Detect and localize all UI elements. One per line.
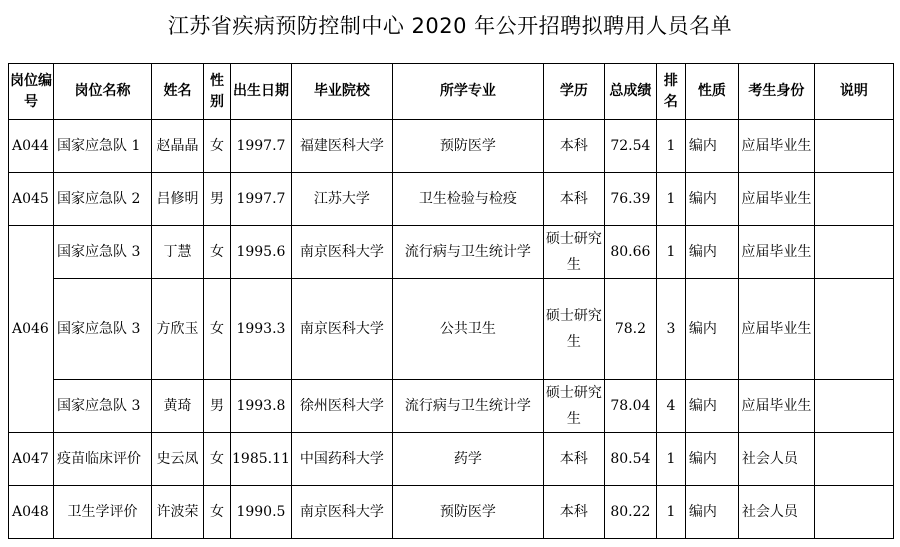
table-row — [9, 433, 894, 486]
cell-note — [814, 120, 893, 173]
cell-code: A044 — [9, 120, 54, 173]
cell-name: 吕修明 — [152, 173, 204, 226]
cell-position: 国家应急队 3 — [54, 279, 152, 380]
cell-identity: 社会人员 — [738, 433, 814, 486]
cell-rank: 1 — [656, 486, 685, 539]
header-school: 毕业院校 — [291, 64, 392, 120]
cell-rank: 4 — [656, 380, 685, 433]
cell-major: 卫生检验与检疫 — [392, 173, 543, 226]
cell-gender: 女 — [204, 486, 231, 539]
header-birth: 出生日期 — [231, 64, 292, 120]
cell-rank: 3 — [656, 279, 685, 380]
cell-school: 南京医科大学 — [291, 226, 392, 279]
cell-nature: 编内 — [685, 433, 738, 486]
cell-name: 许波荣 — [152, 486, 204, 539]
header-row — [9, 64, 894, 120]
cell-score: 76.39 — [604, 173, 656, 226]
header-code: 岗位编号 — [9, 64, 54, 120]
cell-gender: 女 — [204, 433, 231, 486]
cell-birth: 1993.8 — [231, 380, 292, 433]
cell-identity: 应届毕业生 — [738, 380, 814, 433]
header-major: 所学专业 — [392, 64, 543, 120]
cell-birth: 1997.7 — [231, 173, 292, 226]
cell-score: 80.54 — [604, 433, 656, 486]
cell-score: 72.54 — [604, 120, 656, 173]
hiring-table — [8, 63, 894, 539]
cell-school: 南京医科大学 — [291, 279, 392, 380]
cell-identity: 社会人员 — [738, 486, 814, 539]
header-degree: 学历 — [543, 64, 604, 120]
cell-name: 赵晶晶 — [152, 120, 204, 173]
cell-gender: 男 — [204, 173, 231, 226]
cell-school: 徐州医科大学 — [291, 380, 392, 433]
cell-birth: 1995.6 — [231, 226, 292, 279]
cell-rank: 1 — [656, 120, 685, 173]
cell-name: 黄琦 — [152, 380, 204, 433]
cell-score: 80.22 — [604, 486, 656, 539]
cell-major: 公共卫生 — [392, 279, 543, 380]
cell-degree: 硕士研究生 — [543, 226, 604, 279]
cell-degree: 硕士研究生 — [543, 380, 604, 433]
cell-school: 中国药科大学 — [291, 433, 392, 486]
cell-identity: 应届毕业生 — [738, 120, 814, 173]
header-identity: 考生身份 — [738, 64, 814, 120]
cell-degree: 硕士研究生 — [543, 279, 604, 380]
cell-gender: 男 — [204, 380, 231, 433]
cell-name: 史云凤 — [152, 433, 204, 486]
cell-code: A047 — [9, 433, 54, 486]
cell-code: A046 — [9, 226, 54, 433]
cell-position: 国家应急队 3 — [54, 380, 152, 433]
table-row — [9, 486, 894, 539]
cell-birth: 1985.11 — [231, 433, 292, 486]
cell-degree: 本科 — [543, 486, 604, 539]
cell-birth: 1997.7 — [231, 120, 292, 173]
cell-identity: 应届毕业生 — [738, 226, 814, 279]
cell-score: 78.04 — [604, 380, 656, 433]
table-row — [9, 279, 894, 380]
cell-nature: 编内 — [685, 120, 738, 173]
cell-position: 国家应急队 1 — [54, 120, 152, 173]
cell-major: 药学 — [392, 433, 543, 486]
cell-code: A048 — [9, 486, 54, 539]
cell-degree: 本科 — [543, 433, 604, 486]
cell-gender: 女 — [204, 120, 231, 173]
cell-rank: 1 — [656, 433, 685, 486]
cell-nature: 编内 — [685, 173, 738, 226]
cell-note — [814, 226, 893, 279]
cell-note — [814, 486, 893, 539]
cell-position: 国家应急队 3 — [54, 226, 152, 279]
cell-score: 78.2 — [604, 279, 656, 380]
cell-code: A045 — [9, 173, 54, 226]
cell-nature: 编内 — [685, 279, 738, 380]
cell-nature: 编内 — [685, 380, 738, 433]
cell-birth: 1993.3 — [231, 279, 292, 380]
header-position: 岗位名称 — [54, 64, 152, 120]
cell-rank: 1 — [656, 226, 685, 279]
cell-position: 疫苗临床评价 — [54, 433, 152, 486]
cell-score: 80.66 — [604, 226, 656, 279]
cell-note — [814, 173, 893, 226]
cell-gender: 女 — [204, 279, 231, 380]
cell-name: 丁慧 — [152, 226, 204, 279]
cell-degree: 本科 — [543, 120, 604, 173]
cell-nature: 编内 — [685, 486, 738, 539]
cell-position: 国家应急队 2 — [54, 173, 152, 226]
table-row — [9, 380, 894, 433]
header-note: 说明 — [814, 64, 893, 120]
cell-school: 江苏大学 — [291, 173, 392, 226]
cell-major: 预防医学 — [392, 486, 543, 539]
cell-position: 卫生学评价 — [54, 486, 152, 539]
cell-identity: 应届毕业生 — [738, 173, 814, 226]
table-row — [9, 173, 894, 226]
cell-school: 福建医科大学 — [291, 120, 392, 173]
cell-school: 南京医科大学 — [291, 486, 392, 539]
table-row — [9, 226, 894, 279]
cell-note — [814, 279, 893, 380]
cell-major: 流行病与卫生统计学 — [392, 226, 543, 279]
cell-gender: 女 — [204, 226, 231, 279]
header-name: 姓名 — [152, 64, 204, 120]
cell-identity: 应届毕业生 — [738, 279, 814, 380]
cell-nature: 编内 — [685, 226, 738, 279]
table-row — [9, 120, 894, 173]
cell-note — [814, 380, 893, 433]
cell-major: 流行病与卫生统计学 — [392, 380, 543, 433]
header-rank: 排名 — [656, 64, 685, 120]
header-gender: 性别 — [204, 64, 231, 120]
cell-rank: 1 — [656, 173, 685, 226]
cell-name: 方欣玉 — [152, 279, 204, 380]
cell-major: 预防医学 — [392, 120, 543, 173]
page-title: 江苏省疾病预防控制中心 2020 年公开招聘拟聘用人员名单 — [167, 14, 733, 38]
cell-degree: 本科 — [543, 173, 604, 226]
cell-birth: 1990.5 — [231, 486, 292, 539]
header-score: 总成绩 — [604, 64, 656, 120]
header-nature: 性质 — [685, 64, 738, 120]
cell-note — [814, 433, 893, 486]
